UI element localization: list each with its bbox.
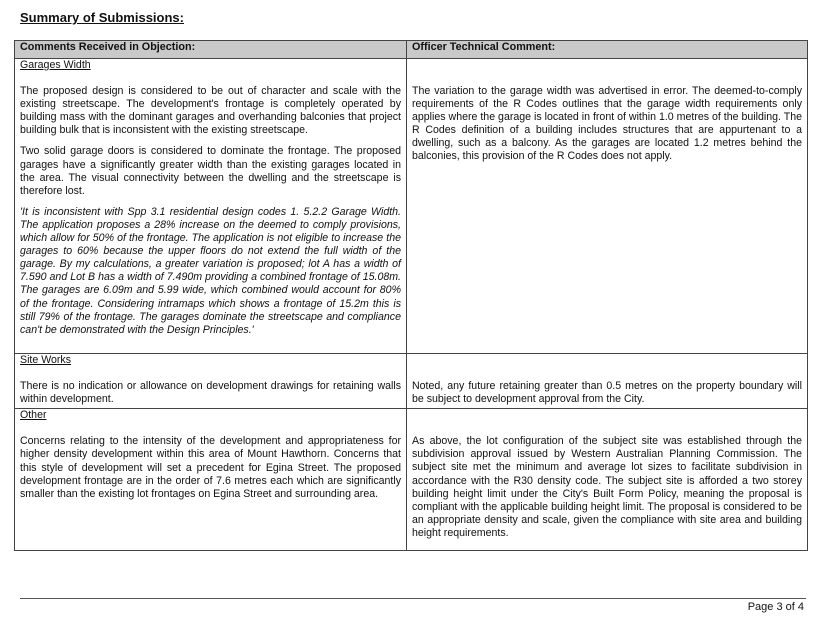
objection-cell — [15, 354, 407, 409]
table-row-site-works — [15, 354, 808, 409]
header-objection: Comments Received in Objection: — [15, 41, 407, 59]
objection-paragraph: The proposed design is considered to be out of character and scale with the existing streetscape. The development's frontage is completely operated by building mass with the dominant garages and overhanding balconies that project building bulk that is inconsistent with the existing streetscape. — [20, 85, 401, 137]
officer-comment-text: The variation to the garage width was advertised in error. The deemed-to-comply requirements of the R Codes outlines that the garage width requirements only applies where the garage is located in front of within 1.0 metres of the building. The R Codes definition of a building includes structures that are appurtenant to a dwelling, such as a balcony. As the garages are located 1.2 metres behind the balconies, this provision of the R Codes does not apply. — [412, 85, 802, 163]
section-label-other: Other — [20, 409, 47, 422]
officer-comment-cell — [407, 59, 808, 354]
section-label-site-works: Site Works — [20, 354, 72, 366]
officer-comment-text: Noted, any future retaining greater than 0.5 metres on the property boundary will be subject to development approval from the City. — [412, 380, 802, 406]
footer-divider — [20, 598, 806, 599]
page-number: Page 3 of 4 — [747, 601, 804, 613]
officer-comment-cell — [407, 409, 808, 551]
document-title: Summary of Submissions: — [20, 10, 184, 25]
table-row-garages-width — [15, 59, 808, 354]
objection-cell — [15, 409, 407, 551]
table-header-row — [15, 41, 808, 59]
header-officer-comment: Officer Technical Comment: — [407, 41, 808, 59]
objection-quote-paragraph: 'It is inconsistent with Spp 3.1 residential design codes 1. 5.2.2 Garage Width. The application proposes a 28% increase on the deemed to comply provisions, which allow for 50% of the frontage. The application is not eligible to increase the garages to 60% because the upper floors do not extend the full width of the garage. By my calculations, a greater variation is proposed; lot A has a width of 7.590 and Lot B has a width of 7.490m providing a combined frontage of 15.08m. The garages are 6.09m and 5.99 wide, which combined would account for 80% of the frontage. Considering intramaps which shows a frontage of 15.2m this is still 79% of the frontage. The garages dominate the streetscape and compliance can't be demonstrated with the Design Principles.' — [20, 205, 401, 336]
objection-paragraph: There is no indication or allowance on development drawings for retaining walls within development. — [20, 380, 401, 406]
section-label-garages-width: Garages Width — [20, 59, 91, 71]
officer-comment-text: As above, the lot configuration of the subject site was established through the subdivision approval issued by Western Australian Planning Commission. The subject site met the minimum and average lot sizes to facilitate subdivision in accordance with the R30 density code. The subject site is afforded a two storey building height limit under the City's Built Form Policy, meaning the proposal is compliant with the applicable building height limit. The proposal is considered to be an appropriate density and scale, given the compliance with site area and building height requirements. — [412, 435, 802, 539]
officer-comment-cell — [407, 354, 808, 409]
submissions-table — [14, 40, 808, 551]
objection-paragraph: Two solid garage doors is considered to dominate the frontage. The proposed garages have a significantly greater width than the existing garages located in the area. The visual connectivity between the dwelling and the streetscape is therefore lost. — [20, 145, 401, 197]
table-row-other — [15, 409, 808, 551]
objection-paragraph: Concerns relating to the intensity of the development and appropriateness for higher density development within this area of Mount Hawthorn. Concerns that this style of development will set a precedent for Egina Street. The proposed development frontage are in the order of 7.6 metres each which are significantly smaller than the existing lot frontages on Egina Street and surrounding area. — [20, 435, 401, 500]
objection-cell — [15, 59, 407, 354]
